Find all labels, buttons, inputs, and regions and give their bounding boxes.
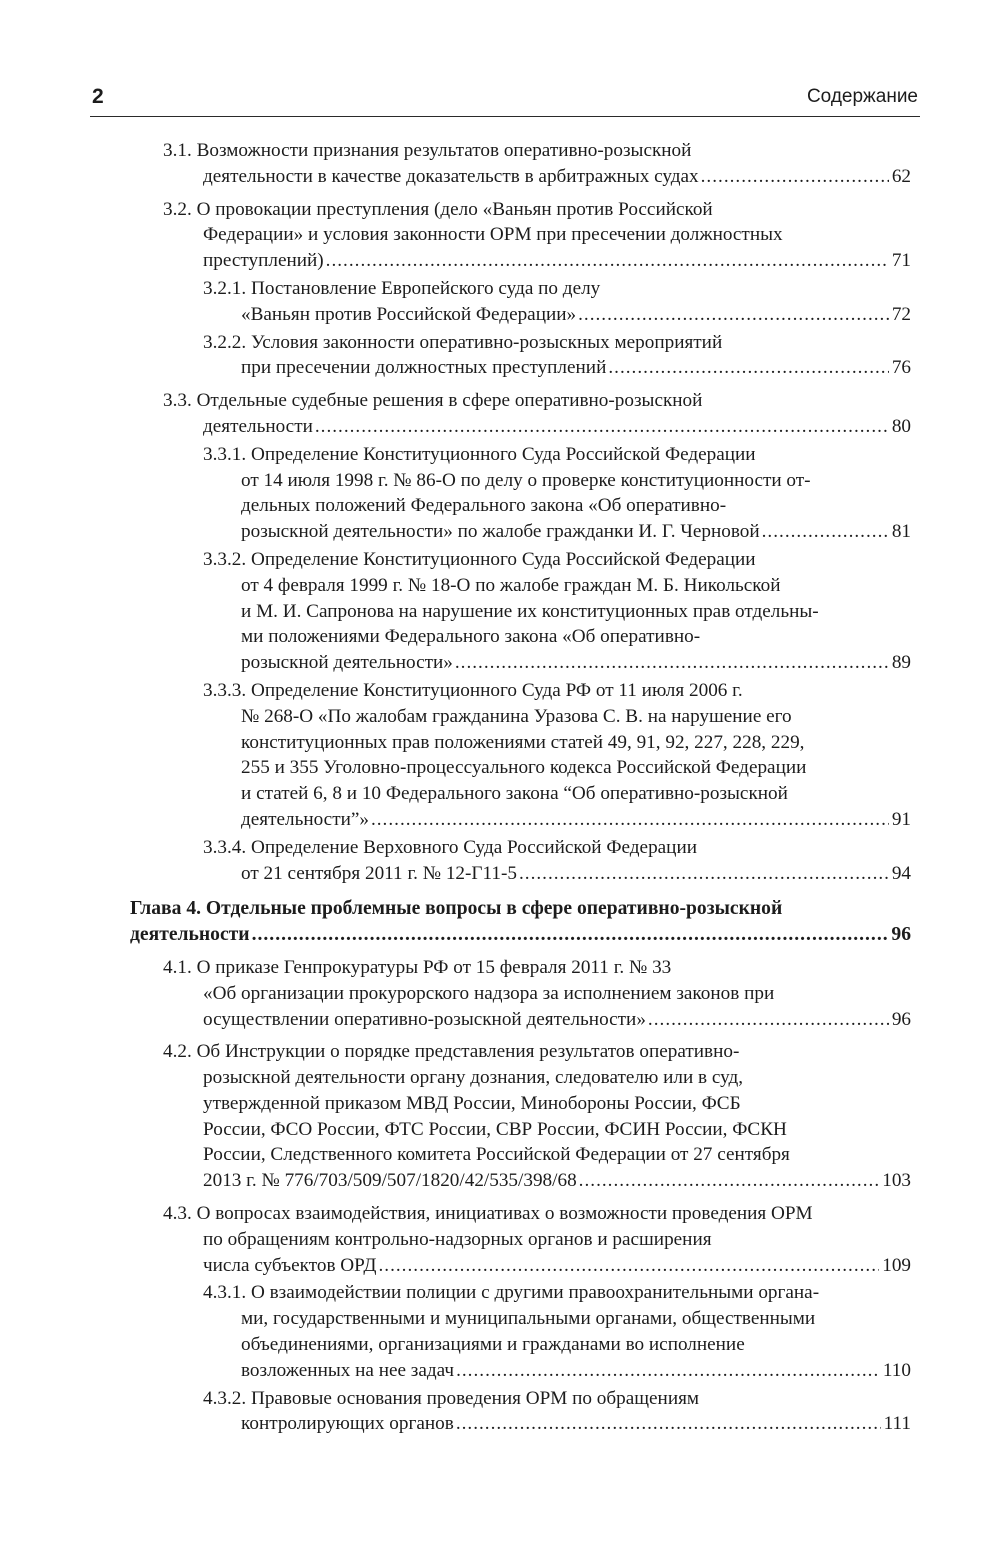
toc-entry-text: 3.1. Возможности признания результатов оперативно-розыскной (163, 140, 692, 161)
toc-entry-text: объединениями, организациями и гражданами во исполнение (241, 1334, 745, 1356)
toc-entry-text: розыскной деятельности» по жалобе гражданки И. Г. Черновой (241, 521, 760, 543)
toc-entry-text: России, Следственного комитета Российской Федерации от 27 сентября (203, 1144, 790, 1166)
toc-entry-text: при пресечении должностных преступлений (241, 357, 607, 379)
toc-entry[interactable] (163, 1039, 911, 1194)
toc-entry[interactable] (163, 197, 911, 274)
toc-entry-text: и М. И. Сапронова на нарушение их конституционных прав отдельны- (241, 600, 819, 622)
toc-entry[interactable] (163, 388, 911, 440)
toc-entry-text: преступлений) (203, 250, 324, 272)
toc-entry[interactable] (163, 138, 911, 190)
dot-leader (315, 414, 889, 440)
toc-entry-text: Глава 4. Отдельные проблемные вопросы в сфере оперативно-розыскной (130, 898, 783, 920)
toc-entry-text: ми положениями Федерального закона «Об оперативно- (241, 626, 701, 648)
dot-leader (701, 164, 889, 190)
toc-page-number: 91 (891, 808, 911, 830)
toc-entry-text: 3.2.2. Условия законности оперативно-розыскных мероприятий (203, 331, 723, 353)
toc-page-number: 96 (891, 1008, 911, 1030)
toc-entry-text: 3.3.4. Определение Верховного Суда Российской Федерации (203, 836, 697, 858)
toc-entry-text: 3.2.1. Постановление Европейского суда по делу (203, 277, 601, 299)
toc-entry-text: России, ФСО России, ФТС России, СВР России, ФСИН России, ФСКН (203, 1118, 787, 1140)
toc-page-number: 62 (891, 165, 911, 187)
toc-page-number: 89 (891, 652, 911, 674)
toc-entry-text: от 14 июля 1998 г. № 86-О по делу о проверке конституционности от- (241, 469, 811, 491)
toc-entry-text: и статей 6, 8 и 10 Федерального закона “Об оперативно-розыскной (241, 783, 788, 805)
toc-page-number: 71 (891, 250, 911, 272)
dot-leader (378, 1253, 879, 1279)
toc-entry[interactable] (203, 276, 911, 328)
toc-entry-text: 2013 г. № 776/703/509/507/1820/42/535/398/68 (203, 1170, 577, 1192)
running-header (90, 82, 920, 117)
dot-leader (456, 1358, 880, 1384)
toc-entry-text: 3.2. О провокации преступления (дело «Ваньян против Российской (163, 198, 713, 220)
dot-leader (578, 302, 889, 328)
table-of-contents (0, 138, 1000, 1437)
toc-entry-text: числа субъектов ОРД (203, 1254, 377, 1276)
dot-leader (326, 248, 889, 274)
toc-entry[interactable] (203, 330, 911, 382)
toc-entry[interactable] (203, 442, 911, 545)
toc-entry-text: 4.2. Об Инструкции о порядке представления результатов оперативно- (163, 1041, 740, 1063)
toc-entry[interactable] (203, 678, 911, 833)
toc-chapter-entry[interactable] (130, 896, 911, 948)
toc-entry-text: 4.3.2. Правовые основания проведения ОРМ по обращениям (203, 1387, 700, 1409)
toc-entry-text: 255 и 355 Уголовно-процессуального кодекса Российской Федерации (241, 757, 807, 779)
toc-entry[interactable] (163, 955, 911, 1032)
toc-entry-text: утвержденной приказом МВД России, Минобороны России, ФСБ (203, 1092, 741, 1114)
toc-entry[interactable] (203, 547, 911, 676)
toc-entry-text: от 21 сентября 2011 г. № 12-Г11-5 (241, 862, 517, 884)
dot-leader (579, 1168, 880, 1194)
toc-entry-text: деятельности (130, 924, 250, 946)
toc-entry-text: 3.3.3. Определение Конституционного Суда РФ от 11 июля 2006 г. (203, 679, 743, 701)
dot-leader (456, 1411, 881, 1437)
toc-page-number: 96 (891, 924, 911, 946)
page-number: 2 (92, 85, 104, 108)
toc-page-number: 72 (891, 303, 911, 325)
toc-entry-text: контролирующих органов (241, 1413, 454, 1435)
dot-leader (648, 1007, 889, 1033)
toc-entry-text: ми, государственными и муниципальными органами, общественными (241, 1308, 816, 1330)
toc-entry-text: 3.3.1. Определение Конституционного Суда Российской Федерации (203, 443, 756, 465)
dot-leader (371, 807, 889, 833)
toc-page-number: 94 (891, 862, 911, 884)
running-head-title: Содержание (806, 86, 918, 107)
toc-entry-text: «Об организации прокурорского надзора за исполнением законов при (203, 982, 775, 1004)
toc-entry-text: 4.1. О приказе Генпрокуратуры РФ от 15 февраля 2011 г. № 33 (163, 956, 672, 978)
toc-entry-text: «Ваньян против Российской Федерации» (241, 303, 577, 325)
toc-entry[interactable] (203, 1386, 911, 1438)
dot-leader (608, 355, 888, 381)
toc-page-number: 110 (882, 1359, 911, 1381)
toc-page-number: 76 (891, 357, 911, 379)
toc-entry-text: 3.3. Отдельные судебные решения в сфере оперативно-розыскной (163, 390, 703, 412)
toc-entry-text: № 268-О «По жалобам гражданина Уразова С. В. на нарушение его (241, 705, 792, 727)
toc-entry-text: от 4 февраля 1999 г. № 18-О по жалобе граждан М. Б. Никольской (241, 574, 781, 596)
dot-leader (455, 650, 889, 676)
toc-entry[interactable] (163, 1201, 911, 1278)
toc-entry-text: 4.3. О вопросах взаимодействия, инициативах о возможности проведения ОРМ (163, 1203, 813, 1225)
toc-entry-text: возложенных на нее задач (241, 1359, 455, 1381)
toc-entry[interactable] (203, 835, 911, 887)
toc-entry-text: осуществлении оперативно-розыскной деятельности» (203, 1008, 646, 1030)
toc-page-number: 109 (882, 1254, 911, 1276)
toc-entry-text: деятельности”» (241, 808, 369, 830)
toc-entry-text: конституционных прав положениями статей 49, 91, 92, 227, 228, 229, (241, 731, 805, 753)
toc-page-number: 81 (891, 521, 911, 543)
toc-entry-text: деятельности (203, 415, 313, 437)
toc-page-number: 111 (883, 1413, 911, 1435)
toc-page-number: 80 (891, 415, 911, 437)
toc-entry-text: 4.3.1. О взаимодействии полиции с другими правоохранительными органа- (203, 1282, 820, 1304)
toc-entry-text: Федерации» и условия законности ОРМ при пресечении должностных (203, 224, 783, 246)
toc-entry-text: розыскной деятельности» (241, 652, 453, 674)
toc-entry-text: деятельности в качестве доказательств в арбитражных судах (203, 165, 699, 187)
toc-entry-text: 3.3.2. Определение Конституционного Суда Российской Федерации (203, 548, 756, 570)
dot-leader (519, 861, 889, 887)
toc-entry-text: по обращениям контрольно-надзорных органов и расширения (203, 1228, 712, 1250)
dot-leader (762, 519, 889, 545)
toc-page-number: 103 (882, 1170, 911, 1192)
toc-entry-text: розыскной деятельности органу дознания, следователю или в суд, (203, 1067, 744, 1089)
toc-entry-text: дельных положений Федерального закона «Об оперативно- (241, 495, 727, 517)
toc-entry[interactable] (203, 1280, 911, 1383)
dot-leader (252, 922, 889, 948)
